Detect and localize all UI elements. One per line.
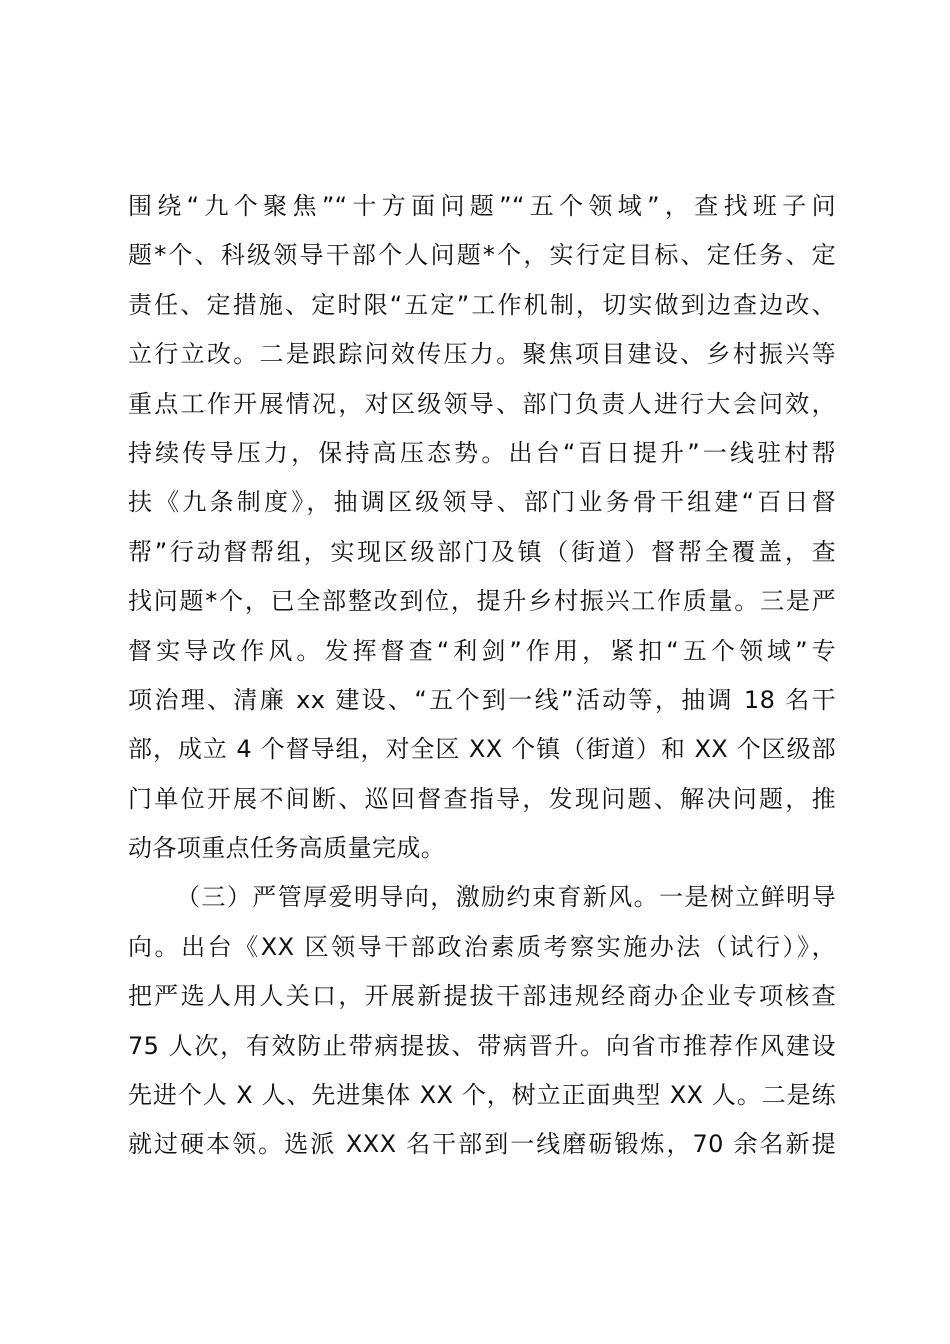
text-line-7: 扶《九条制度》，抽调区级领导、部门业务骨干组建“百日督	[128, 488, 836, 517]
text-line-8: 帮”行动督帮组，实现区级部门及镇（街道）督帮全覆盖，查	[128, 537, 836, 566]
text-line-17: 把严选人用人关口，开展新提拔干部违规经商办企业专项核查	[128, 982, 836, 1011]
text-line-1: 围绕“九个聚焦”“十方面问题”“五个领域”，查找班子问	[128, 192, 836, 220]
text-line-3: 责任、定措施、定时限“五定”工作机制，切实做到边查边改、	[128, 290, 836, 319]
text-line-16: 向。出台《XX 区领导干部政治素质考察实施办法（试行）》，	[128, 932, 836, 961]
text-line-2: 题*个、科级领导干部个人问题*个，实行定目标、定任务、定	[128, 241, 836, 270]
text-line-13: 门单位开展不间断、巡回督查指导，发现问题、解决问题，推	[128, 784, 836, 813]
text-line-5: 重点工作开展情况，对区级领导、部门负责人进行大会问效，	[128, 389, 836, 418]
text-line-6: 持续传导压力，保持高压态势。出台“百日提升”一线驻村帮	[128, 438, 836, 467]
text-line-20: 就过硬本领。选派 XXX 名干部到一线磨砺锻炼，70 余名新提	[128, 1130, 836, 1159]
text-line-19: 先进个人 X 人、先进集体 XX 个，树立正面典型 XX 人。二是练	[128, 1081, 836, 1110]
text-line-4: 立行立改。二是跟踪问效传压力。聚焦项目建设、乡村振兴等	[128, 340, 836, 369]
text-line-12: 部，成立 4 个督导组，对全区 XX 个镇（街道）和 XX 个区级部	[128, 735, 836, 764]
text-line-9: 找问题*个，已全部整改到位，提升乡村振兴工作质量。三是严	[128, 587, 836, 616]
text-line-14: 动各项重点任务高质量完成。	[128, 834, 446, 863]
document-body	[128, 182, 836, 1170]
text-line-11: 项治理、清廉 xx 建设、“五个到一线”活动等，抽调 18 名干	[128, 685, 836, 714]
text-line-18: 75 人次，有效防止带病提拔、带病晋升。向省市推荐作风建设	[128, 1031, 836, 1060]
text-line-10: 督实导改作风。发挥督查“利剑”作用，紧扣“五个领域”专	[128, 636, 836, 665]
section-heading-line: （三）严管厚爱明导向，激励约束育新风。一是树立鲜明导	[176, 883, 836, 912]
